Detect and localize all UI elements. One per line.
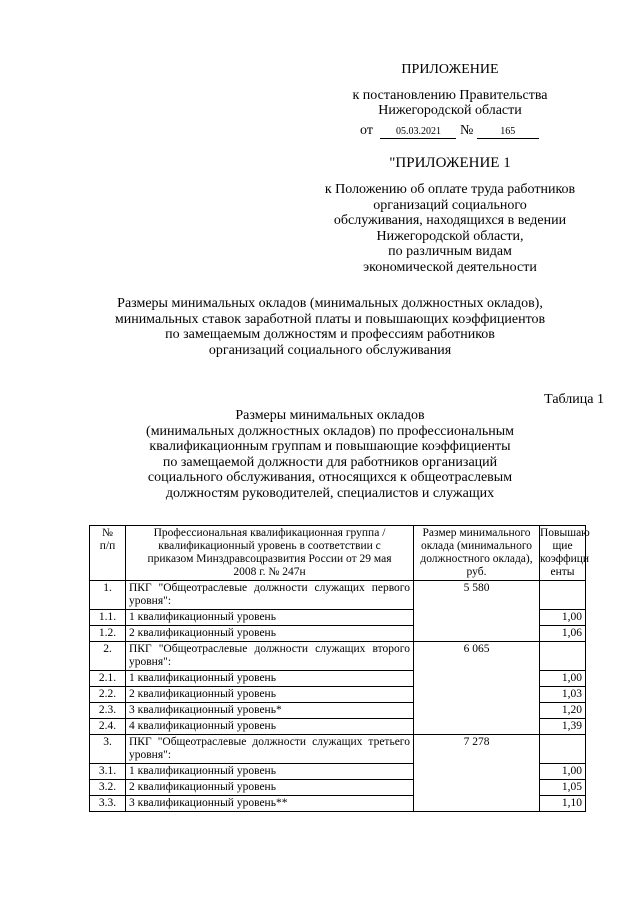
sizes-heading-line: организаций социального обслуживания xyxy=(208,342,452,358)
row-num: 2. xyxy=(90,642,126,671)
row-level-name: 2 квалификационный уровень xyxy=(126,626,414,642)
row-salary: 7 278 xyxy=(414,735,540,812)
reference-line: организаций социального xyxy=(373,197,527,213)
table-row-group xyxy=(90,735,586,764)
row-num: 1.1. xyxy=(90,610,126,626)
row-coef-empty xyxy=(540,642,586,671)
sizes-heading xyxy=(60,296,600,358)
row-num: 2.1. xyxy=(90,671,126,687)
appendix1-title-block xyxy=(300,156,600,171)
row-coef: 1,03 xyxy=(540,687,586,703)
appendix-header xyxy=(300,62,600,118)
reference-line: экономической деятельности xyxy=(363,259,537,275)
row-coef: 1,05 xyxy=(540,780,586,796)
row-coef-empty xyxy=(540,581,586,610)
row-salary: 5 580 xyxy=(414,581,540,642)
row-num: 3.3. xyxy=(90,796,126,812)
row-coef: 1,39 xyxy=(540,719,586,735)
row-level-name: 3 квалификационный уровень* xyxy=(126,703,414,719)
decree-line-1: к постановлению Правительства xyxy=(352,88,548,103)
reference-line: по различным видам xyxy=(388,244,512,260)
table-caption-line: социального обслуживания, относящихся к общеотраслевым xyxy=(147,470,513,486)
appendix1-reference xyxy=(290,182,610,276)
table-caption-line: квалификационным группам и повышающие коэффициенты xyxy=(149,439,511,455)
table-caption-line: должностям руководителей, специалистов и служащих xyxy=(165,485,495,501)
row-group-title: ПКГ "Общеотраслевые должности служащих второго уровня": xyxy=(126,642,414,671)
row-num: 2.4. xyxy=(90,719,126,735)
from-label: от xyxy=(360,123,373,138)
row-level-name: 2 квалификационный уровень xyxy=(126,687,414,703)
reference-line: к Положению об оплате труда работников xyxy=(324,182,576,197)
header-num: № п/п xyxy=(90,526,126,581)
row-level-name: 4 квалификационный уровень xyxy=(126,719,414,735)
row-level-name: 2 квалификационный уровень xyxy=(126,780,414,796)
header-salary: Размер минимального оклада (минимального должностного оклада), руб. xyxy=(414,526,540,581)
row-level-name: 1 квалификационный уровень xyxy=(126,671,414,687)
row-num: 3.2. xyxy=(90,780,126,796)
decree-date: 05.03.2021 xyxy=(380,126,456,139)
sizes-heading-line: Размеры минимальных окладов (минимальных должностных окладов), xyxy=(117,296,543,311)
appendix-title: ПРИЛОЖЕНИЕ xyxy=(401,62,499,77)
reference-line: Нижегородской области, xyxy=(376,228,524,244)
row-num: 3. xyxy=(90,735,126,764)
sizes-heading-line: по замещаемым должностям и профессиям работников xyxy=(165,327,495,343)
row-coef: 1,10 xyxy=(540,796,586,812)
row-coef: 1,00 xyxy=(540,764,586,780)
reference-line: обслуживания, находящихся в ведении xyxy=(333,213,567,229)
decree-number: 165 xyxy=(477,126,539,139)
table-caption xyxy=(80,408,580,502)
sizes-heading-line: минимальных ставок заработной платы и повышающих коэффициентов xyxy=(114,311,546,327)
row-coef: 1,20 xyxy=(540,703,586,719)
row-group-title: ПКГ "Общеотраслевые должности служащих первого уровня": xyxy=(126,581,414,610)
header-coef: Повышаю щие коэффици енты xyxy=(540,526,586,581)
table-caption-line: Размеры минимальных окладов xyxy=(235,408,425,423)
row-num: 2.2. xyxy=(90,687,126,703)
row-level-name: 3 квалификационный уровень** xyxy=(126,796,414,812)
table-label: Таблица 1 xyxy=(544,392,604,407)
table-header-row xyxy=(90,526,586,581)
row-coef-empty xyxy=(540,735,586,764)
row-salary: 6 065 xyxy=(414,642,540,735)
row-num: 2.3. xyxy=(90,703,126,719)
decree-date-number xyxy=(360,123,539,139)
table-row-group xyxy=(90,642,586,671)
row-coef: 1,06 xyxy=(540,626,586,642)
number-label: № xyxy=(459,123,474,138)
row-group-title: ПКГ "Общеотраслевые должности служащих третьего уровня": xyxy=(126,735,414,764)
row-num: 1. xyxy=(90,581,126,610)
table-row-group xyxy=(90,581,586,610)
table-caption-line: по замещаемой должности для работников организаций xyxy=(162,454,498,470)
row-coef: 1,00 xyxy=(540,610,586,626)
row-coef: 1,00 xyxy=(540,671,586,687)
row-num: 1.2. xyxy=(90,626,126,642)
header-group: Профессиональная квалификационная группа / квалификационный уровень в соответствии с приказом Минздравсоцразвития России от 29 мая 2008 г. № 247н xyxy=(126,526,414,581)
row-num: 3.1. xyxy=(90,764,126,780)
appendix1-title: "ПРИЛОЖЕНИЕ 1 xyxy=(389,155,511,171)
salary-table xyxy=(89,525,590,812)
table-caption-line: (минимальных должностных окладов) по профессиональным xyxy=(146,423,514,439)
row-level-name: 1 квалификационный уровень xyxy=(126,610,414,626)
row-level-name: 1 квалификационный уровень xyxy=(126,764,414,780)
decree-line-2: Нижегородской области xyxy=(378,103,522,118)
